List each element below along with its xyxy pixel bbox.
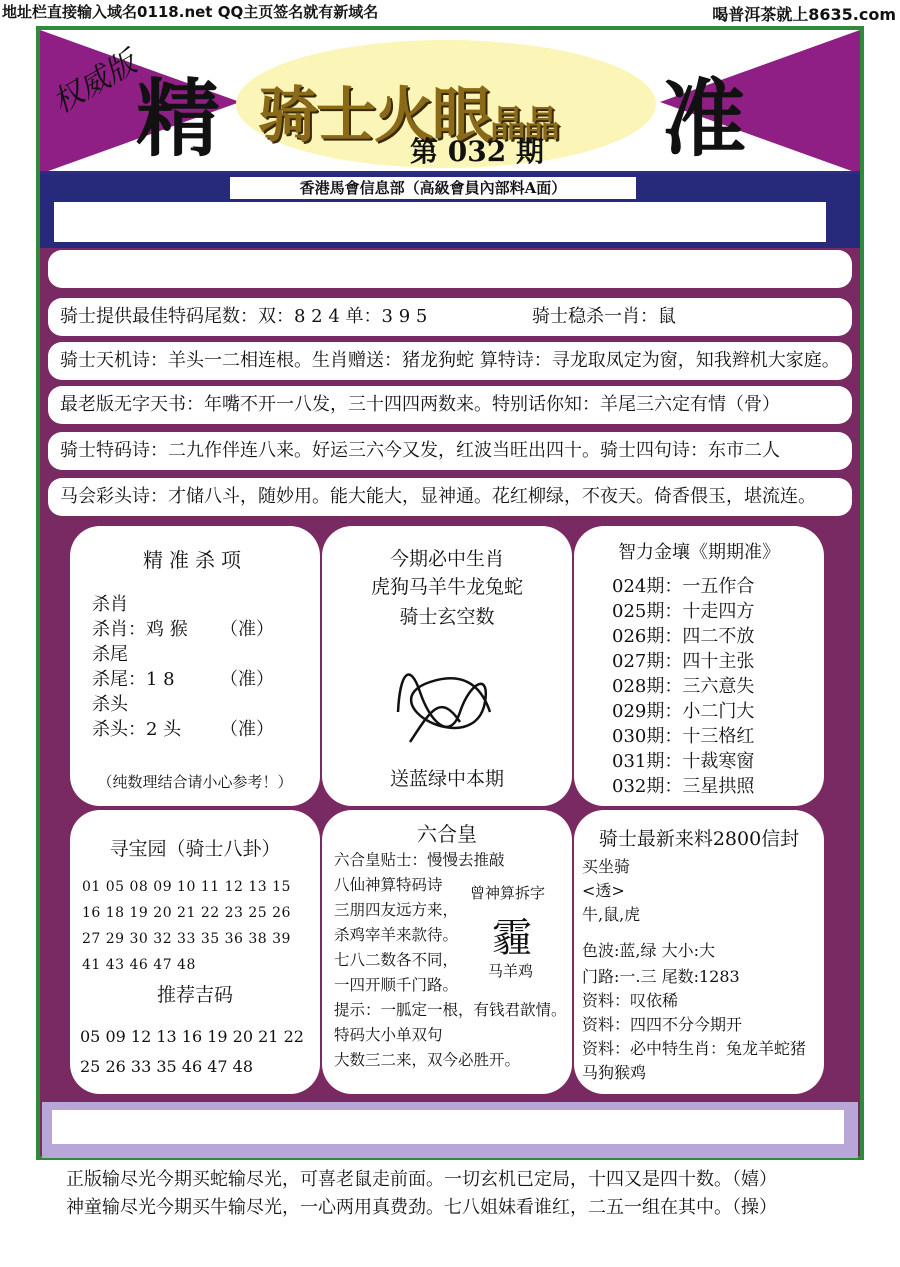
- poster-header: [40, 30, 860, 174]
- blank-box: [54, 202, 826, 242]
- info-bar: 香港馬會信息部（高級會員內部料A面）: [230, 177, 636, 199]
- envelope-line: 资料：必中特生肖：兔龙羊蛇猪: [582, 1039, 807, 1058]
- envelope-line: 门路:一.三 尾数:1283: [582, 967, 740, 986]
- brand-title-small: 晶晶: [490, 103, 559, 145]
- liuhe-line: 特码大小单双句: [334, 1026, 443, 1044]
- zhun-mark: （准）: [220, 669, 274, 690]
- envelope-line: 买坐骑: [582, 857, 631, 876]
- issue-line: 025期：十走四方: [612, 601, 755, 622]
- box-must-win-zodiac: [322, 526, 572, 806]
- liuhe-line: 六合皇贴士：慢慢去推敲: [334, 851, 505, 869]
- top-banner-left-text: 地址栏直接输入域名0118.net QQ主页签名就有新域名: [2, 3, 379, 21]
- liuhe-line: 大数三二来，双今必胜开。: [334, 1051, 521, 1069]
- kill-line: 杀肖：鸡 猴: [92, 619, 188, 640]
- top-banner: [0, 0, 900, 22]
- edition-label: 权威版: [47, 45, 143, 121]
- envelope-line: 资料：叹依稀: [582, 991, 679, 1010]
- must-win-zodiacs: 虎狗马羊牛龙兔蛇: [370, 576, 523, 598]
- box-treasure-garden: [70, 810, 320, 1094]
- issue-line: 032期：三星拱照: [612, 776, 755, 797]
- pill-poem-1: 骑士天机诗：羊头一二相连根。生肖赠送：猪龙狗蛇 算特诗：寻龙取凤定为窗，知我辫机大家庭。: [48, 342, 852, 380]
- liuhe-line: 杀鸡宰羊来款待。: [334, 926, 459, 944]
- pill-tail-numbers: [48, 298, 852, 336]
- liuhe-line: 七八二数各不同，: [334, 951, 459, 969]
- box-precise-kill-note: （纯数理结合请小心参考！）: [97, 773, 293, 791]
- issue-line: 024期：一五作合: [612, 576, 755, 597]
- must-win-title: 今期必中生肖: [389, 548, 504, 570]
- kill-line: 杀头: [92, 694, 128, 715]
- footer-line-2: 神童输尽光今期买牛输尽光，一心两用真费劲。七八姐妹看谁红，二五一组在其中。（操）: [66, 1197, 777, 1218]
- box-intelligence: [574, 526, 824, 806]
- issue-line: 031期：十裁寒窗: [612, 751, 755, 772]
- box-treasure-garden-title: 寻宝园（骑士八卦）: [109, 838, 281, 860]
- box-liuhe-king: [322, 810, 572, 1094]
- box-latest-envelope-title: 骑士最新来料2800信封: [598, 828, 800, 850]
- header-char-right: 准: [662, 69, 747, 168]
- envelope-line: 资料：四四不分今期开: [582, 1015, 743, 1034]
- pill-poem-4: 马会彩头诗：才储八斗，随妙用。能大能大，显神通。花红柳绿，不夜天。倚香偎玉，堪流连。: [48, 478, 852, 516]
- recommended-numbers: 05 09 12 13 16 19 20 21 22 25 26 33 35 46 47 48: [80, 1027, 304, 1076]
- split-character: 霾: [492, 915, 532, 961]
- pill-poem-3: 骑士特码诗：二九作伴连八来。好运三六今又发，红波当旺出四十。骑士四句诗：东市二人: [48, 432, 852, 470]
- box-intelligence-title: 智力金壤《期期准》: [618, 542, 780, 563]
- envelope-line: 马狗猴鸡: [582, 1063, 647, 1082]
- brand-title-main: 骑士火眼: [258, 81, 490, 151]
- issue-number: 第 032 期: [410, 135, 544, 168]
- blank-pill: [48, 250, 852, 288]
- treasure-numbers: 01 05 08 09 10 11 12 13 15 16 18 19 20 21 22 23 25 26 27 29 30 32 33 35 36 38 39 41 43 46 47 48: [82, 879, 291, 973]
- box-liuhe-king-title: 六合皇: [417, 822, 477, 846]
- pill-kill-zodiac-text: 骑士稳杀一肖：鼠: [532, 306, 676, 327]
- issue-line: 028期：三六意失: [612, 676, 755, 697]
- mystic-number-label: 骑士玄空数: [399, 606, 495, 628]
- pill-tail-numbers-text: 骑士提供最佳特码尾数：双：8 2 4 单：3 9 5: [60, 306, 428, 327]
- recommended-numbers-title: 推荐吉码: [156, 984, 233, 1006]
- footer-line-1: 正版输尽光今期买蛇输尽光，可喜老鼠走前面。一切玄机已定局，十四又是四十数。（嬉）: [66, 1169, 777, 1190]
- kill-line: 杀尾：1 8: [92, 669, 175, 690]
- kill-line: 杀肖: [92, 594, 128, 615]
- envelope-line: <透>: [582, 881, 625, 900]
- box-precise-kill-title: 精准杀项: [143, 548, 247, 572]
- envelope-line: 牛,鼠,虎: [582, 905, 641, 924]
- box-precise-kill: [70, 526, 320, 806]
- info-band: [40, 174, 860, 248]
- liuhe-line: 一四开顺千门路。: [334, 976, 459, 994]
- issue-line: 029期：小二门大: [612, 701, 755, 722]
- kill-line: 杀尾: [92, 644, 128, 665]
- character-split-title: 曾神算拆字: [470, 884, 546, 902]
- split-character-zodiacs: 马羊鸡: [488, 962, 534, 980]
- header-char-left: 精: [136, 69, 221, 168]
- box-latest-envelope: [574, 810, 824, 1094]
- poster-frame: [36, 26, 864, 1160]
- kill-line: 杀头：2 头: [92, 719, 182, 740]
- issue-line: 027期：四十主张: [612, 651, 755, 672]
- zhun-mark: （准）: [220, 619, 274, 640]
- zhun-mark: （准）: [220, 719, 274, 740]
- liuhe-line: 三朋四友远方来，: [334, 901, 459, 919]
- send-color-label: 送蓝绿中本期: [389, 768, 504, 790]
- pill-poem-2: 最老版无字天书：年嘴不开一八发，三十四四两数来。特别话你知：羊尾三六定有情（骨）: [48, 386, 852, 424]
- liuhe-line: 八仙神算特码诗: [334, 876, 443, 894]
- top-banner-right-text: 喝普洱茶就上8635.com: [712, 5, 896, 24]
- issue-line: 026期：四二不放: [612, 626, 755, 647]
- signature-scribble: [390, 652, 500, 752]
- issue-line: 030期：十三格红: [612, 726, 755, 747]
- liuhe-line: 提示：一胍定一根，有钱君歆情。: [334, 1001, 567, 1019]
- bottom-blank-box: [52, 1110, 844, 1144]
- bottom-band: [42, 1102, 858, 1158]
- envelope-line: 色波:蓝,绿 大小:大: [582, 941, 715, 960]
